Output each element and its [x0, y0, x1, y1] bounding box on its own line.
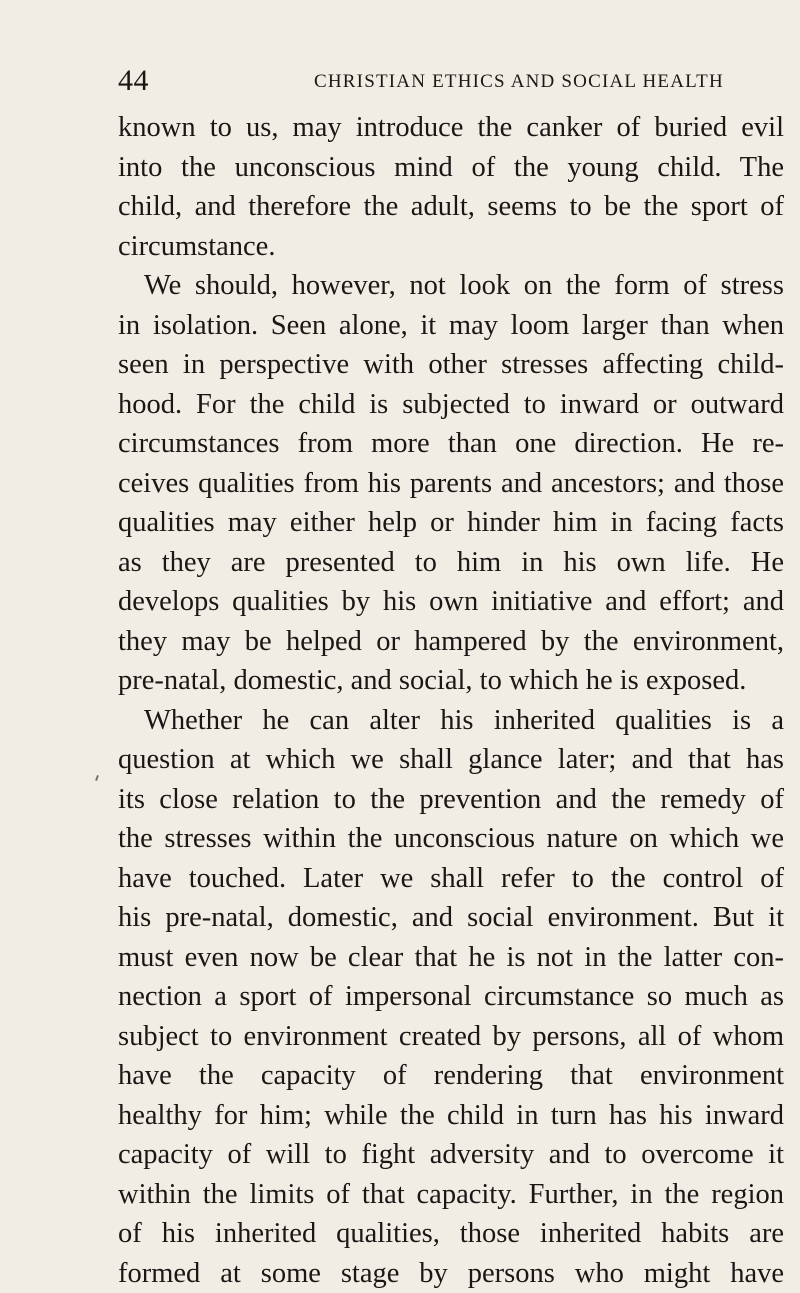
text-line: have touched. Later we shall refer to the control of	[118, 859, 784, 899]
text-line: capacity of will to fight adversity and to overcome it	[118, 1135, 784, 1175]
text-line: within the limits of that capacity. Further, in the region	[118, 1175, 784, 1215]
text-line: as they are presented to him in his own life. He	[118, 543, 784, 583]
text-line: in isolation. Seen alone, it may loom larger than when	[118, 306, 784, 346]
text-line: circumstance.	[118, 227, 784, 267]
text-line: pre-natal, domestic, and social, to which he is exposed.	[118, 661, 784, 701]
text-line: the stresses within the unconscious nature on which we	[118, 819, 784, 859]
text-line: hood. For the child is subjected to inward or outward	[118, 385, 784, 425]
text-line: healthy for him; while the child in turn has his inward	[118, 1096, 784, 1136]
text-line: its close relation to the prevention and the remedy of	[118, 780, 784, 820]
text-line: Whether he can alter his inherited qualities is a	[118, 701, 784, 741]
text-line: into the unconscious mind of the young child. The	[118, 148, 784, 188]
text-line: circumstances from more than one direction. He re-	[118, 424, 784, 464]
text-line: must even now be clear that he is not in the latter con-	[118, 938, 784, 978]
text-line: develops qualities by his own initiative and effort; and	[118, 582, 784, 622]
text-line: subject to environment created by persons, all of whom	[118, 1017, 784, 1057]
text-line: known to us, may introduce the canker of buried evil	[118, 108, 784, 148]
text-line: child, and therefore the adult, seems to be the sport of	[118, 187, 784, 227]
text-line: his pre-natal, domestic, and social environment. But it	[118, 898, 784, 938]
running-title: CHRISTIAN ETHICS AND SOCIAL HEALTH	[314, 71, 724, 93]
text-line: seen in perspective with other stresses affecting child-	[118, 345, 784, 385]
text-line: question at which we shall glance later; and that has	[118, 740, 784, 780]
text-line: qualities may either help or hinder him in facing facts	[118, 503, 784, 543]
margin-mark	[95, 775, 99, 781]
text-line: ceives qualities from his parents and ancestors; and those	[118, 464, 784, 504]
page-number: 44	[118, 64, 149, 98]
text-line: of his inherited qualities, those inherited habits are	[118, 1214, 784, 1254]
text-line: have the capacity of rendering that environment	[118, 1056, 784, 1096]
running-head	[118, 64, 698, 104]
text-line: nection a sport of impersonal circumstance so much as	[118, 977, 784, 1017]
body-text	[118, 108, 784, 1293]
text-line: formed at some stage by persons who might have	[118, 1254, 784, 1293]
text-line: they may be helped or hampered by the environment,	[118, 622, 784, 662]
text-line: We should, however, not look on the form of stress	[118, 266, 784, 306]
